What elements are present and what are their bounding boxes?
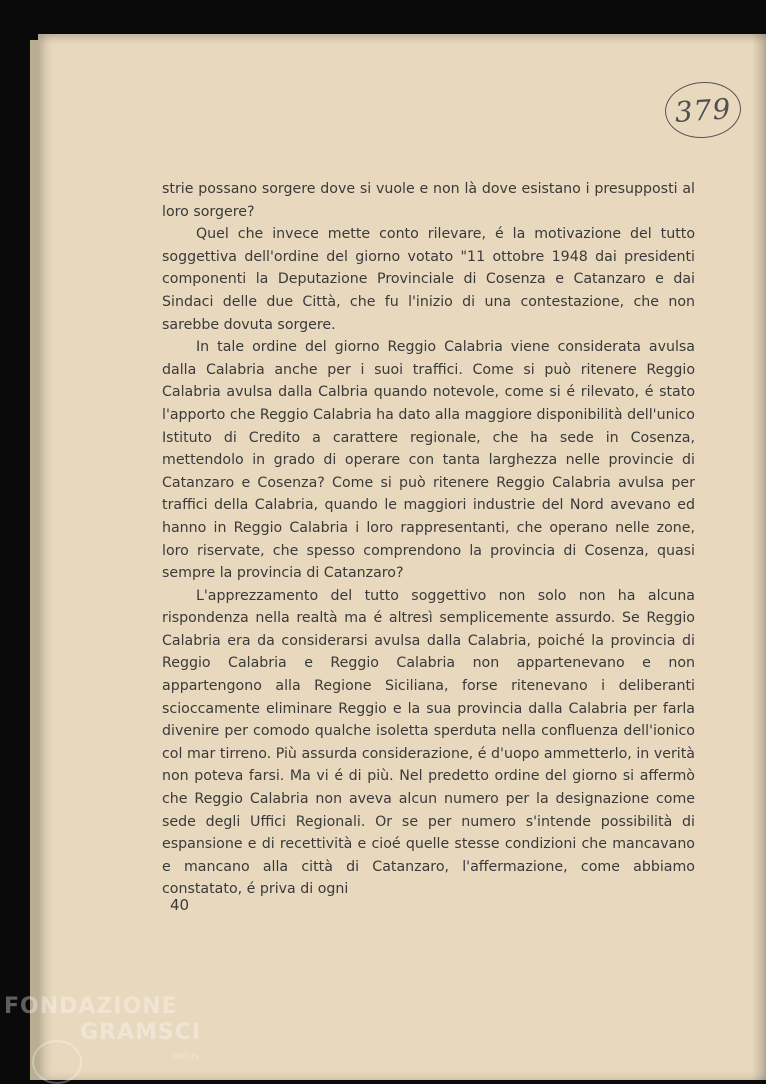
watermark-logo-icon — [32, 1040, 82, 1084]
paragraph-1: strie possano sorgere dove si vuole e non là dove esistano i presupposti al loro sorgere? — [162, 181, 695, 220]
paragraph-2: Quel che invece mette conto rilevare, é la motivazione del tutto soggettiva dell'ordine del giorno votato "11 ottobre 1948 dai presidenti componenti la Deputazione Provinciale di Cosenza e Catanzaro e dai Sindaci delle due Città, che fu l'inizio di una contestazione, che non sarebbe dovuta sorgere. — [162, 226, 695, 333]
paragraph-4: L'apprezzamento del tutto soggettivo non solo non ha alcuna rispondenza nella realtà ma é altresì semplicemente assurdo. Se Reggio Calabria era da considerarsi avulsa dalla Calabria, poiché la provincia di Reggio Calabria e Reggio Calabria non appartenevano e non appartengono alla Regione Siciliana, forse ritenevano i deliberanti scioccamente eliminare Reggio e la sua provincia dalla Calabria per farla divenire per comodo qualche isoletta sperduta nella confluenza dell'ionico col mar tirreno. Più assurda considerazione, é d'uopo ammetterlo, in verità non poteva farsi. Ma vi é di più. Nel predetto ordine del giorno si affermò che Reggio Calabria non aveva alcun numero per la designazione come sede degli Uffici Regionali. Or se per numero s'intende possibilità di espansione e di recettività e cioé quelle stesse condizioni che mancavano e mancano alla città di Catanzaro, l'affermazione, come abbiamo constatato, é priva di ogni — [162, 587, 695, 898]
paragraph-3: In tale ordine del giorno Reggio Calabria viene considerata avulsa dalla Calabria anche per i suoi traffici. Come si può ritenere Reggio Calabria avulsa dalla Calbria quando notevole, come si é rilevato, é stato l'apporto che Reggio Calabria ha dato alla maggiore disponibilità dell'unico Istituto di Credito a carattere regionale, che ha sede in Cosenza, mettendolo in grado di operare con tanta larghezza nelle provincie di Catanzaro e Cosenza? Come si può ritenere Reggio Calabria avulsa per traffici della Calabria, quando le maggiori industrie del Nord avevano ed hanno in Reggio Calabria i loro rappresentanti, che operano nelle zone, loro riservate, che spesso comprendono la provincia di Cosenza, quasi sempre la provincia di Catanzaro? — [162, 339, 695, 582]
watermark-line-2: GRAMSCI — [80, 1020, 202, 1045]
page-number: 40 — [170, 896, 190, 914]
watermark-line-1: FONDAZIONE — [4, 994, 178, 1019]
watermark-line-3: onlus — [172, 1051, 199, 1062]
body-text — [162, 178, 695, 901]
page-edge — [752, 34, 766, 1080]
archive-page-stamp: 379 — [663, 79, 743, 140]
